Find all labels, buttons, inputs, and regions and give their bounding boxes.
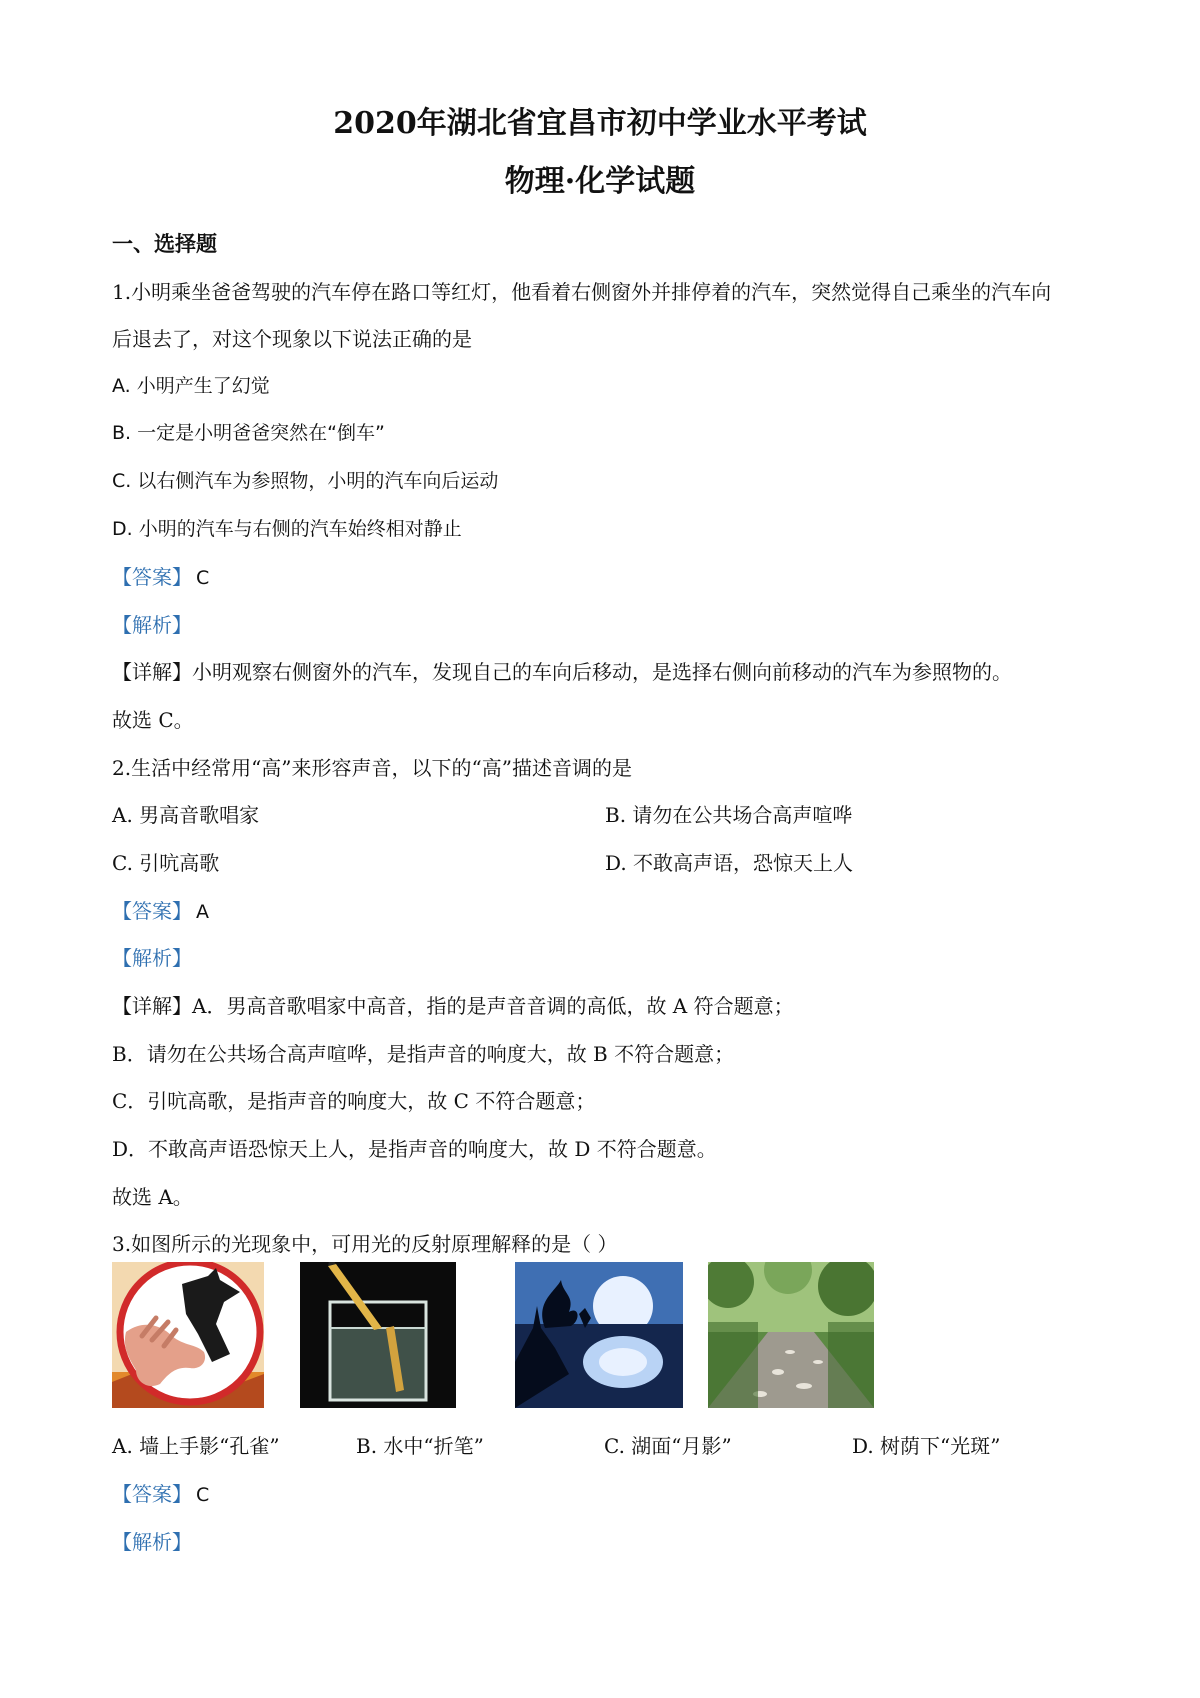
q3-answer-value: C <box>196 1484 210 1506</box>
q2-analysis-tag: 【解析】 <box>112 946 192 970</box>
q2-detail-4: D．不敢高声语恐惊天上人，是指声音的响度大，故 D 不符合题意。 <box>112 1137 717 1161</box>
section-heading: 一、选择题 <box>112 231 217 256</box>
q1-detail: 【详解】小明观察右侧窗外的汽车，发现自己的车向后移动，是选择右侧向前移动的汽车为参照物的。 <box>112 660 1012 684</box>
bent-pencil-image <box>300 1262 456 1408</box>
q2-answer-tag: 【答案】 <box>112 899 192 923</box>
tree-shade-image <box>708 1262 874 1408</box>
q3-answer-tag: 【答案】 <box>112 1482 192 1506</box>
q1-answer-tag: 【答案】 <box>112 565 192 589</box>
q3-analysis-tag: 【解析】 <box>112 1530 192 1554</box>
q3-option-d: D. 树荫下“光斑” <box>852 1434 1001 1458</box>
q3-option-a: A. 墙上手影“孔雀” <box>112 1434 280 1458</box>
q3-option-b: B. 水中“折笔” <box>356 1434 484 1458</box>
q1-stem-line-1: 1.小明乘坐爸爸驾驶的汽车停在路口等红灯，他看着右侧窗外并排停着的汽车，突然觉得自己乘坐的汽车向 <box>112 280 1052 304</box>
q2-option-a: A. 男高音歌唱家 <box>112 803 260 827</box>
q2-option-d: D. 不敢高声语，恐惊天上人 <box>605 851 854 875</box>
q1-option-b: B. 一定是小明爸爸突然在“倒车” <box>112 422 385 444</box>
q3-option-c: C. 湖面“月影” <box>604 1434 732 1458</box>
q2-detail-2: B．请勿在公共场合高声喧哗，是指声音的响度大，故 B 不符合题意； <box>112 1042 735 1066</box>
hand-shadow-image <box>112 1262 264 1408</box>
q2-answer-value: A <box>196 901 209 923</box>
q1-conclusion: 故选 C。 <box>112 708 194 732</box>
q1-answer-value: C <box>196 567 210 589</box>
q1-analysis-tag: 【解析】 <box>112 613 192 637</box>
title-line-2: 物理·化学试题 <box>504 164 696 199</box>
moon-reflection-image <box>515 1262 683 1408</box>
q2-option-c: C. 引吭高歌 <box>112 851 220 875</box>
q1-answer <box>112 561 209 590</box>
q2-option-b: B. 请勿在公共场合高声喧哗 <box>605 803 853 827</box>
title-line-1: 2020年湖北省宜昌市初中学业水平考试 <box>333 106 867 141</box>
q1-option-a: A. 小明产生了幻觉 <box>112 375 270 397</box>
q3-stem: 3.如图所示的光现象中，可用光的反射原理解释的是（ ） <box>112 1232 618 1256</box>
q2-detail-1: 【详解】A．男高音歌唱家中高音，指的是声音音调的高低，故 A 符合题意； <box>112 994 794 1018</box>
q1-stem-line-2: 后退去了，对这个现象以下说法正确的是 <box>112 327 472 351</box>
q2-conclusion: 故选 A。 <box>112 1185 193 1209</box>
q1-option-d: D. 小明的汽车与右侧的汽车始终相对静止 <box>112 518 462 540</box>
q3-answer <box>112 1478 209 1507</box>
q2-answer <box>112 895 209 924</box>
q1-option-c: C. 以右侧汽车为参照物，小明的汽车向后运动 <box>112 470 499 492</box>
q2-detail-3: C．引吭高歌，是指声音的响度大，故 C 不符合题意； <box>112 1089 596 1113</box>
q2-stem: 2.生活中经常用“高”来形容声音，以下的“高”描述音调的是 <box>112 756 632 780</box>
